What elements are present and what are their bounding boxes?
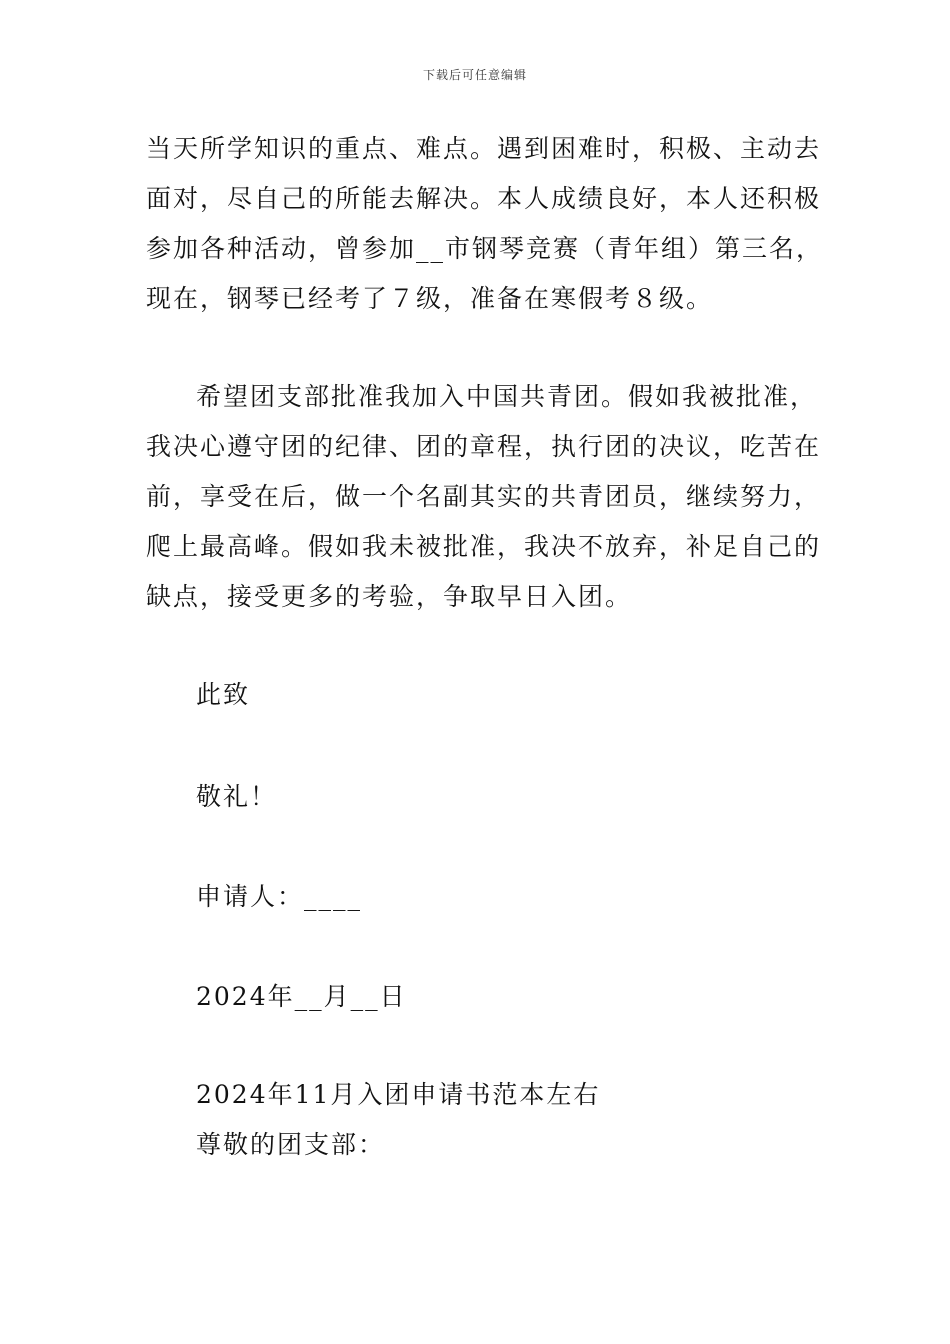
salute-text: 敬礼！ (196, 782, 278, 811)
paragraph-line: 前，享受在后，做一个名副其实的共青团员，继续努力， (146, 482, 822, 511)
paragraph-line: 面对，尽自己的所能去解决。本人成绩良好，本人还积极 (146, 184, 822, 213)
paragraph-line: 爬上最高峰。假如我未被批准，我决不放弃，补足自己的 (146, 532, 822, 561)
paragraph-line: 我决心遵守团的纪律、团的章程，执行团的决议，吃苦在 (146, 432, 822, 461)
next-document-title: 2024年11月入团申请书范本左右 (196, 1080, 601, 1109)
next-document-greeting: 尊敬的团支部： (196, 1130, 386, 1159)
paragraph-line: 参加各种活动，曾参加__市钢琴竞赛（青年组）第三名， (146, 234, 824, 263)
closing-text: 此致 (196, 680, 251, 709)
paragraph-line: 缺点，接受更多的考验，争取早日入团。 (146, 582, 633, 611)
paragraph-line: 当天所学知识的重点、难点。遇到困难时，积极、主动去 (146, 134, 822, 163)
date-line: 2024年__月__日 (196, 982, 407, 1011)
page-header: 下载后可任意编辑 (422, 68, 527, 82)
paragraph-line: 希望团支部批准我加入中国共青团。假如我被批准， (196, 382, 818, 411)
applicant-line: 申请人：____ (196, 882, 363, 911)
paragraph-line: 现在，钢琴已经考了７级，准备在寒假考８级。 (146, 284, 714, 313)
